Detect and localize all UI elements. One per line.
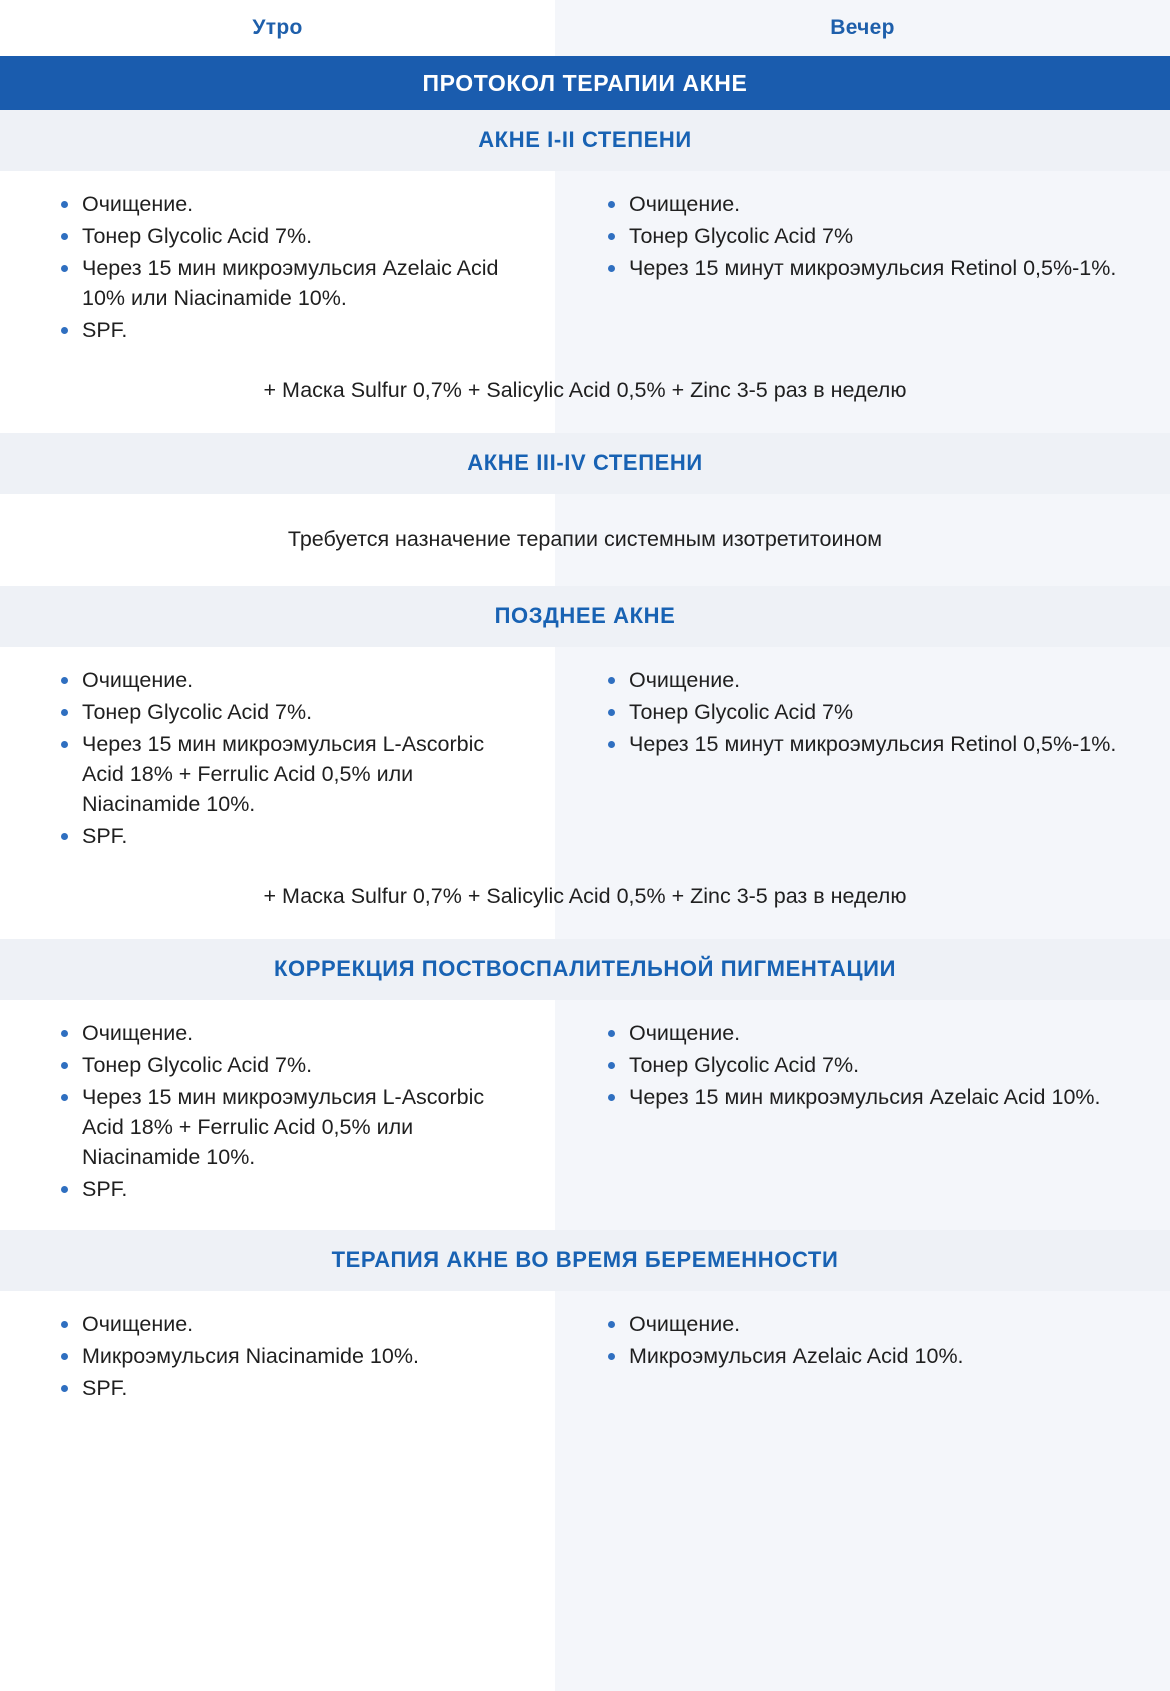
list-item: Очищение. [56, 1018, 527, 1048]
list-item: Через 15 мин микроэмульсия L-Ascorbic Acid 18% + Ferrulic Acid 0,5% или Niacinamide 10%. [56, 1082, 527, 1172]
list-item: Через 15 мин микроэмульсия L-Ascorbic Acid 18% + Ferrulic Acid 0,5% или Niacinamide 10%. [56, 729, 527, 819]
list-item: Очищение. [56, 665, 527, 695]
list-item: Микроэмульсия Azelaic Acid 10%. [603, 1341, 1142, 1371]
evening-column-late-acne [555, 647, 1170, 863]
section-note-acne-3-4: Требуется назначение терапии системным изотретитоином [287, 527, 883, 551]
column-headers [0, 0, 1170, 56]
document-title: ПРОТОКОЛ ТЕРАПИИ АКНЕ [0, 56, 1170, 110]
evening-column-pigmentation [555, 1000, 1170, 1216]
list-item: Через 15 минут микроэмульсия Retinol 0,5%-1%. [603, 253, 1142, 283]
list-item: Очищение. [603, 189, 1142, 219]
morning-column-acne-1-2 [0, 171, 555, 357]
list-item: Через 15 мин микроэмульсия Azelaic Acid 10% или Niacinamide 10%. [56, 253, 527, 313]
column-header-evening: Вечер [830, 16, 895, 39]
note-wrap-acne-1-2 [0, 357, 1170, 433]
section-heading-acne-1-2: АКНЕ I-II СТЕПЕНИ [0, 110, 1170, 171]
spacer-right [555, 1216, 1170, 1230]
list-item: Через 15 минут микроэмульсия Retinol 0,5%-1%. [603, 729, 1142, 759]
section-heading-late-acne: ПОЗДНЕЕ АКНЕ [0, 586, 1170, 647]
spacer-pigmentation [0, 1216, 1170, 1230]
morning-column-late-acne [0, 647, 555, 863]
list-item: Через 15 мин микроэмульсия Azelaic Acid 10%. [603, 1082, 1142, 1112]
evening-steps-list [603, 1309, 1142, 1371]
section-heading-pigmentation: КОРРЕКЦИЯ ПОСТВОСПАЛИТЕЛЬНОЙ ПИГМЕНТАЦИИ [0, 939, 1170, 1000]
list-item: SPF. [56, 821, 527, 851]
spacer-left [0, 1216, 555, 1230]
morning-steps-list [56, 665, 527, 851]
note-wrap-late-acne [0, 863, 1170, 939]
section-note-acne-1-2: + Маска Sulfur 0,7% + Salicylic Acid 0,5% + Zinc 3-5 раз в неделю [263, 378, 907, 402]
section-body-acne-1-2 [0, 171, 1170, 357]
list-item: Очищение. [56, 189, 527, 219]
evening-steps-list [603, 189, 1142, 283]
list-item: Очищение. [56, 1309, 527, 1339]
list-item: Тонер Glycolic Acid 7% [603, 221, 1142, 251]
list-item: Тонер Glycolic Acid 7%. [56, 1050, 527, 1080]
list-item: SPF. [56, 1174, 527, 1204]
morning-column-pregnancy [0, 1291, 555, 1691]
list-item: Тонер Glycolic Acid 7%. [56, 221, 527, 251]
list-item: Микроэмульсия Niacinamide 10%. [56, 1341, 527, 1371]
list-item: Очищение. [603, 1018, 1142, 1048]
evening-column-acne-1-2 [555, 171, 1170, 357]
section-note-late-acne: + Маска Sulfur 0,7% + Salicylic Acid 0,5% + Zinc 3-5 раз в неделю [263, 884, 907, 908]
list-item: SPF. [56, 1373, 527, 1403]
list-item: Очищение. [603, 665, 1142, 695]
list-item: Тонер Glycolic Acid 7%. [603, 1050, 1142, 1080]
section-heading-pregnancy: ТЕРАПИЯ АКНЕ ВО ВРЕМЯ БЕРЕМЕННОСТИ [0, 1230, 1170, 1291]
list-item: Очищение. [603, 1309, 1142, 1339]
morning-column-pigmentation [0, 1000, 555, 1216]
evening-steps-list [603, 1018, 1142, 1112]
morning-steps-list [56, 189, 527, 345]
column-header-morning: Утро [252, 16, 303, 39]
note-wrap-acne-3-4 [0, 494, 1170, 586]
section-body-pigmentation [0, 1000, 1170, 1216]
evening-steps-list [603, 665, 1142, 759]
section-body-pregnancy [0, 1291, 1170, 1691]
list-item: Тонер Glycolic Acid 7% [603, 697, 1142, 727]
evening-column-pregnancy [555, 1291, 1170, 1691]
morning-steps-list [56, 1309, 527, 1403]
section-body-late-acne [0, 647, 1170, 863]
list-item: SPF. [56, 315, 527, 345]
section-heading-acne-3-4: АКНЕ III-IV СТЕПЕНИ [0, 433, 1170, 494]
morning-steps-list [56, 1018, 527, 1204]
list-item: Тонер Glycolic Acid 7%. [56, 697, 527, 727]
